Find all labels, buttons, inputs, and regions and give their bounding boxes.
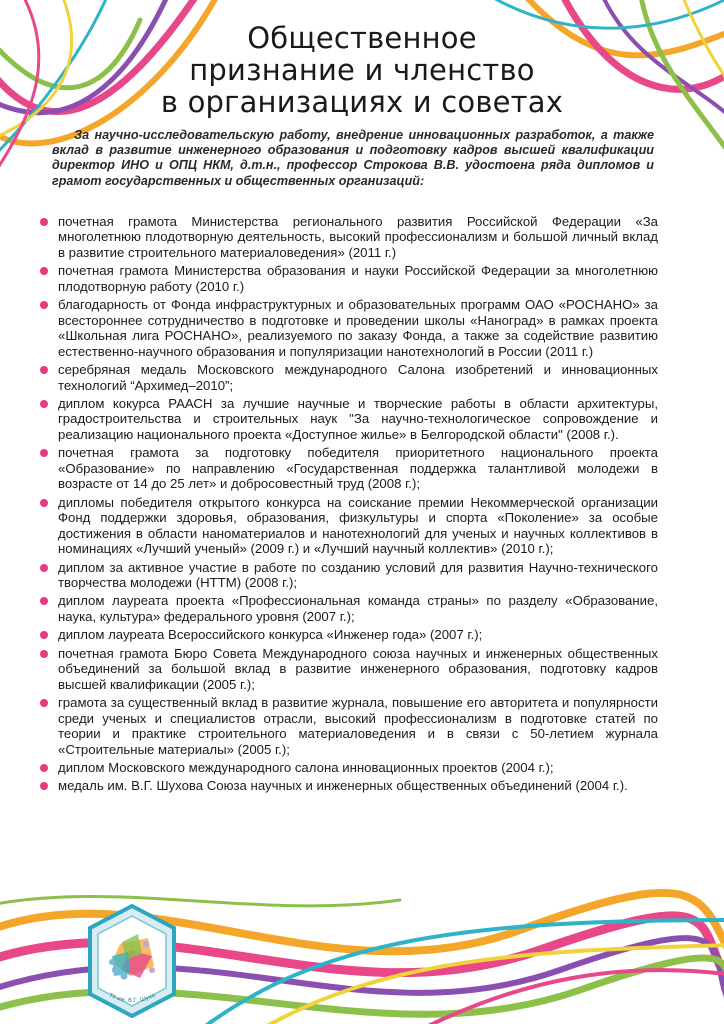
bullet-icon: [40, 267, 48, 275]
list-item: [38, 297, 658, 359]
list-item: [38, 695, 658, 757]
list-item: [38, 495, 658, 557]
list-item: [38, 396, 658, 442]
list-item-text: диплом лауреата Всероссийского конкурса «Инженер года» (2007 г.);: [58, 627, 483, 643]
bullet-icon: [40, 650, 48, 658]
page-title: [0, 22, 724, 118]
list-item-text: диплом за активное участие в работе по созданию условий для развития Научно-технического творчества молодежи (НТТМ) (2008 г.);: [58, 559, 658, 590]
list-item: [38, 760, 658, 775]
list-item: [38, 362, 658, 393]
list-item: [38, 560, 658, 591]
list-item: [38, 263, 658, 294]
list-item-text: диплом лауреата проекта «Профессиональная команда страны» по разделу «Образование, наука, культура» федерального уровня (2007 г.);: [58, 593, 658, 624]
list-item-text: благодарность от Фонда инфраструктурных и образовательных программ ОАО «РОСНАНО» за всестороннее сотрудничество в подготовке и проведении школы «Наноград» в рамках проекта «Школьная лига РОСНАНО», реализуемого по заказу Фонда, а также за содействие развитию естественно-научного образования и популяризации нанотехнологий в России (2011 г.): [58, 297, 658, 359]
list-item-text: почетная грамота Бюро Совета Международного союза научных и инженерных общественных объединений за большой вклад в развитие инженерного образования, подготовку кадров высшей квалификации (2005 г.);: [58, 645, 658, 692]
title-line-3: в организациях и советах: [160, 85, 564, 119]
bullet-icon: [40, 366, 48, 374]
bullet-icon: [40, 764, 48, 772]
bullet-icon: [40, 449, 48, 457]
bullet-icon: [40, 218, 48, 226]
list-item-text: медаль им. В.Г. Шухова Союза научных и инженерных общественных объединений (2004 г.).: [58, 778, 628, 794]
list-item-text: серебряная медаль Московского международного Салона изобретений и инновационных технологий “Архимед–2010”;: [58, 362, 658, 393]
list-item: [38, 778, 658, 793]
list-item-text: диплом кокурса РААСН за лучшие научные и творческие работы в области архитектуры, градостроительства и строительных наук "За научно-технологическое сопровождение и реализацию национального проекта «Доступное жилье» в Белгородской области" (2008 г.).: [58, 395, 658, 442]
list-item-text: почетная грамота Министерства образования и науки Российской Федерации за многолетнюю плодотворную работу (2010 г.): [58, 263, 658, 294]
bullet-icon: [40, 301, 48, 309]
university-emblem: [82, 904, 182, 1018]
title-line-1: Общественное: [247, 21, 477, 55]
list-item: [38, 646, 658, 692]
title-line-2: признание и членство: [189, 53, 535, 87]
bullet-icon: [40, 782, 48, 790]
list-item: [38, 214, 658, 260]
awards-list: [38, 214, 658, 797]
bullet-icon: [40, 564, 48, 572]
intro-paragraph: За научно-исследовательскую работу, внедрение инновационных разработок, а также вклад в развитие инженерного образования и подготовку кадров высшей квалификации директор ИНО и ОПЦ НКМ, д.т.н., профессор Строкова В.В. удостоена ряда дипломов и грамот государственных и общественных организаций:: [52, 128, 654, 188]
list-item-text: диплом Московского международного салона инновационных проектов (2004 г.);: [58, 759, 554, 775]
bullet-icon: [40, 400, 48, 408]
bullet-icon: [40, 631, 48, 639]
list-item-text: дипломы победителя открытого конкурса на соискание премии Некоммерческой организации Фонд поддержки здоровья, образования, физкультуры и спорта «Поколение» за особые достижения в области наноматериалов и нанотехнологий для ученых и научных коллективов в номинациях «Лучший ученый» (2009 г.) и «Лучший научный коллектив» (2010 г.);: [58, 494, 658, 557]
list-item-text: почетная грамота Министерства регионального развития Российской Федерации «За многолетнюю плодотворную деятельность, высокий профессионализм и большой личный вклад в развитие строительного материаловедения» (2011 г.): [58, 214, 658, 260]
bullet-icon: [40, 499, 48, 507]
emblem-text: ТУ им. В.Г. Шухо: [107, 992, 157, 1005]
bullet-icon: [40, 597, 48, 605]
list-item-text: грамота за существенный вклад в развитие журнала, повышение его авторитета и популярности среди ученых и специалистов отрасли, высокий профессионализм в подготовке статей по теории и практике строительного материаловедения и в связи с 50-летием журнала «Строительные материалы» (2005 г.);: [58, 695, 658, 757]
bullet-icon: [40, 699, 48, 707]
list-item: [38, 593, 658, 624]
list-item: [38, 445, 658, 491]
list-item: [38, 627, 658, 642]
list-item-text: почетная грамота за подготовку победителя приоритетного национального проекта «Образование» по направлению «Государственная поддержка талантливой молодежи в возрасте от 14 до 25 лет» и добросовестный труд (2008 г.);: [58, 445, 658, 492]
